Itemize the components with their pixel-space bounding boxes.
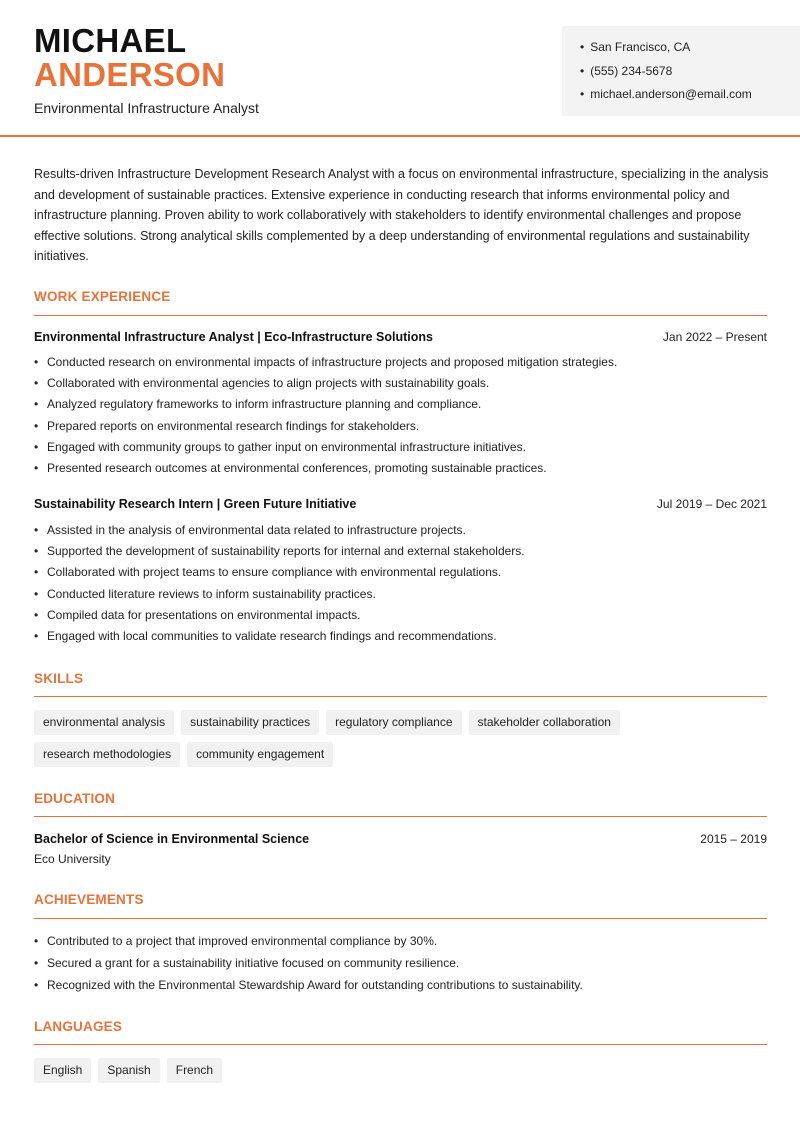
job-date-1: Jan 2022 – Present [662, 330, 767, 344]
bullet-icon: • [580, 63, 585, 78]
job-bullets-2 [34, 520, 774, 647]
language-tag: Spanish [98, 1058, 159, 1083]
bullet-icon: • [580, 87, 585, 101]
section-divider [34, 1044, 767, 1045]
bullet-icon: • [34, 544, 39, 559]
bullet-icon: • [34, 565, 39, 580]
skill-tag: environmental analysis [34, 710, 174, 735]
list-item: • Prepared reports on environmental research findings for stakeholders. [34, 416, 774, 437]
bullet-icon: • [34, 376, 39, 391]
last-name: ANDERSON [34, 56, 226, 93]
list-item: • Engaged with community groups to gather input on environmental infrastructure initiatives. [34, 437, 774, 458]
list-item: • Collaborated with project teams to ensure compliance with environmental regulations. [34, 562, 774, 583]
contact-phone: • (555) 234-5678 [580, 63, 673, 78]
resume-header [0, 0, 800, 137]
skill-tag: community engagement [187, 742, 333, 767]
education-school: Eco University [34, 852, 111, 866]
section-title-languages: LANGUAGES [34, 1019, 123, 1034]
list-item: • Recognized with the Environmental Stewardship Award for outstanding contributions to sustainability. [34, 974, 774, 996]
list-item: • Assisted in the analysis of environmental data related to infrastructure projects. [34, 520, 774, 541]
bullet-icon: • [34, 978, 39, 992]
list-item: • Presented research outcomes at environmental conferences, promoting sustainable practices. [34, 458, 774, 479]
bullet-icon: • [34, 586, 39, 601]
bullet-icon: • [34, 355, 39, 369]
list-item: • Conducted literature reviews to inform sustainability practices. [34, 584, 774, 605]
section-divider [34, 918, 767, 919]
job-title-1: Environmental Infrastructure Analyst | Eco-Infrastructure Solutions [34, 330, 433, 344]
skill-tag: research methodologies [34, 742, 180, 767]
job-bullets-1 [34, 352, 774, 479]
section-divider [34, 315, 767, 316]
list-item: • Analyzed regulatory frameworks to inform infrastructure planning and compliance. [34, 394, 774, 415]
section-title-skills: SKILLS [34, 671, 84, 686]
bullet-icon: • [34, 934, 39, 948]
bullet-icon: • [34, 607, 39, 622]
skill-tag: regulatory compliance [326, 710, 461, 735]
bullet-icon: • [34, 956, 39, 970]
section-title-work: WORK EXPERIENCE [34, 289, 171, 304]
summary-text: Results-driven Infrastructure Development Research Analyst with a focus on environmental infrastructure, specializing in the analysis and development of sustainable practices. Extensive experience in conducting research that informs environmental policy and infrastructure planning. Proven ability to work collaboratively with stakeholders to identify environmental challenges and propose effective solutions. Strong analytical skills complemented by a deep understanding of environmental regulations and sustainability initiatives. [34, 167, 769, 263]
section-divider [34, 696, 767, 697]
section-title-education: EDUCATION [34, 791, 116, 806]
list-item: • Supported the development of sustainability reports for internal and external stakeholders. [34, 541, 774, 562]
bullet-icon: • [34, 523, 39, 537]
job-title-2: Sustainability Research Intern | Green Future Initiative [34, 497, 357, 511]
section-divider [34, 816, 767, 817]
contact-email: • michael.anderson@email.com [580, 87, 752, 101]
list-item: • Secured a grant for a sustainability initiative focused on community resilience. [34, 952, 774, 974]
education-degree: Bachelor of Science in Environmental Science [34, 832, 310, 846]
job-title-subtitle: Environmental Infrastructure Analyst [34, 100, 259, 116]
first-name: MICHAEL [34, 22, 187, 59]
skill-tag: sustainability practices [181, 710, 319, 735]
achievements-list [34, 930, 774, 996]
language-tag: English [34, 1058, 91, 1083]
skills-tags [34, 710, 774, 774]
contact-location: • San Francisco, CA [580, 40, 691, 54]
contact-box [562, 26, 800, 116]
bullet-icon: • [34, 439, 39, 454]
bullet-icon: • [34, 461, 39, 476]
education-date: 2015 – 2019 [700, 832, 767, 846]
list-item: • Conducted research on environmental impacts of infrastructure projects and proposed mitigation strategies. [34, 352, 774, 373]
job-date-2: Jul 2019 – Dec 2021 [656, 497, 767, 511]
bullet-icon: • [34, 418, 39, 433]
language-tag: French [167, 1058, 222, 1083]
bullet-icon: • [580, 40, 585, 54]
list-item: • Compiled data for presentations on environmental impacts. [34, 605, 774, 626]
skill-tag: stakeholder collaboration [469, 710, 620, 735]
languages-tags [34, 1058, 774, 1090]
section-title-achievements: ACHIEVEMENTS [34, 892, 144, 907]
list-item: • Collaborated with environmental agencies to align projects with sustainability goals. [34, 373, 774, 394]
bullet-icon: • [34, 629, 39, 644]
bullet-icon: • [34, 397, 39, 412]
list-item: • Engaged with local communities to validate research findings and recommendations. [34, 626, 774, 647]
list-item: • Contributed to a project that improved environmental compliance by 30%. [34, 930, 774, 952]
